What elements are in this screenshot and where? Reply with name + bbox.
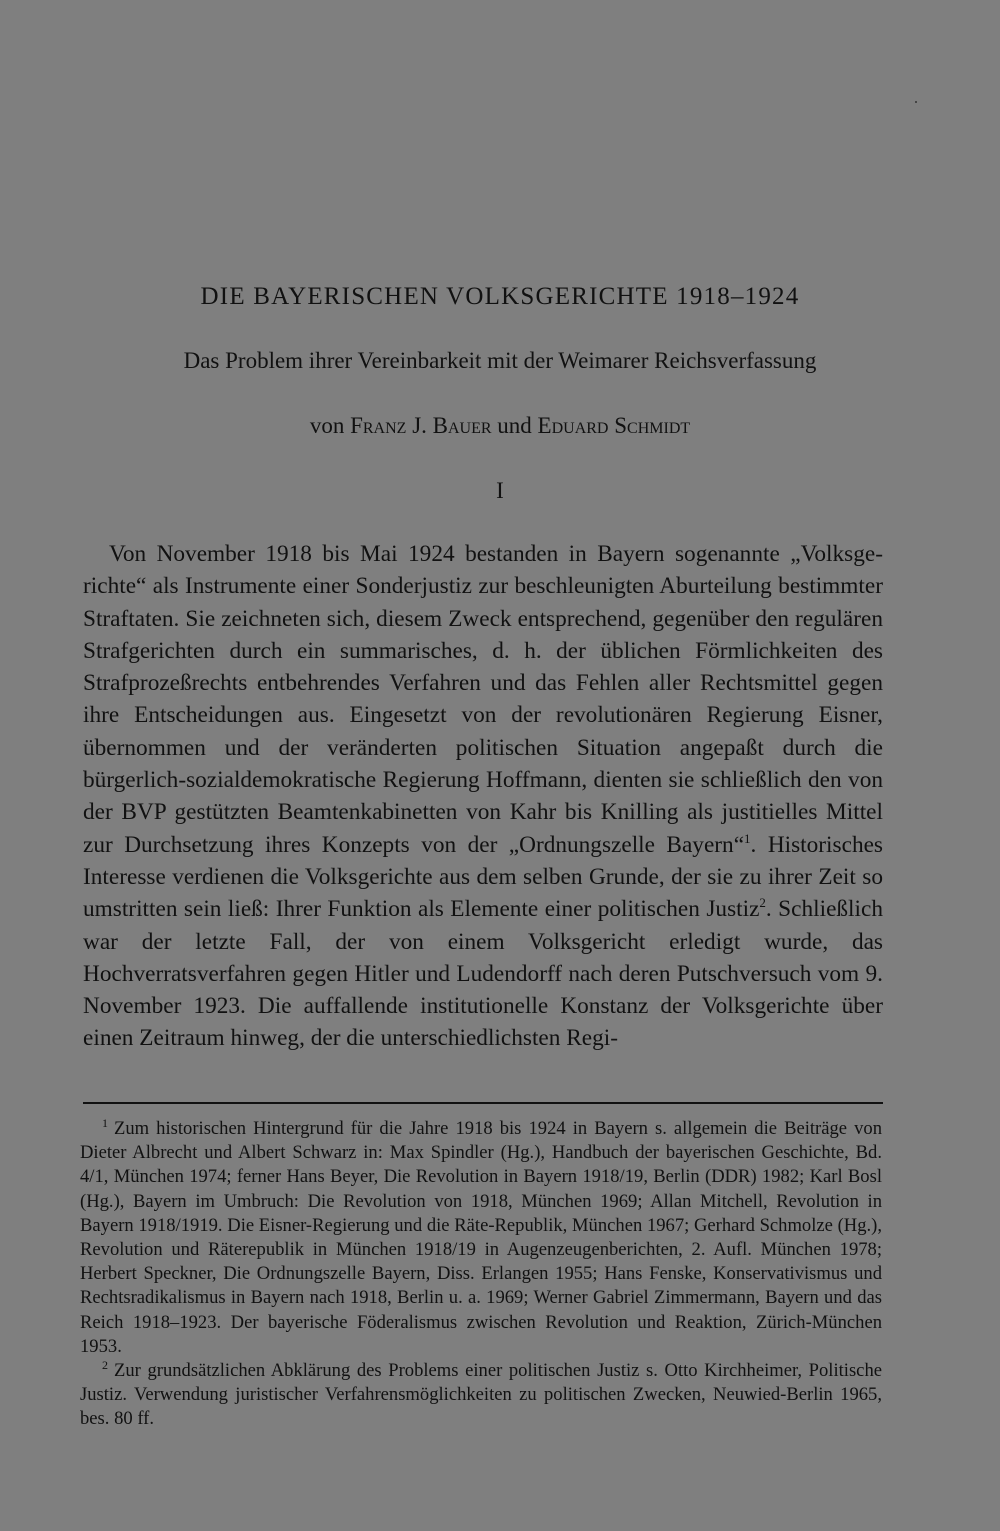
author-1-first: Franz J.	[350, 413, 433, 438]
author-2-last: Schmidt	[614, 413, 691, 438]
article-title: DIE BAYERISCHEN VOLKSGERICHTE 1918–1924	[200, 283, 800, 310]
authors-conjunction: und	[491, 413, 538, 438]
footnote-2	[80, 1359, 882, 1432]
scan-speck	[915, 101, 917, 103]
footnote-ref-2[interactable]: 2	[759, 895, 766, 911]
authors-prefix: von	[309, 413, 351, 438]
footnote-text: Zur grundsätzlichen Abklärung des Problems einer politischen Justiz s. Otto Kirchheimer, Politische Justiz. Verwendung juristischer Verfahrensmöglichkeiten zu politischen Zwecken, Neuwied-Berlin 1965, bes. 80 ff.	[80, 1360, 882, 1430]
paragraph-text-1: Von November 1918 bis Mai 1924 bestanden in Bayern sogenannte „Volksgerichte“ als Instrumente einer Sonderjustiz zur beschleunigten Aburteilung bestimmter Straftaten. Sie zeichneten sich, diesem Zweck entsprechend, gegenüber den regulären Strafgerichten durch ein summarisches, d. h. der üblichen Förmlichkeiten des Strafprozeßrechts entbehrendes Verfahren und das Fehlen aller Rechtsmittel gegen ihre Entscheidungen aus. Eingesetzt von der revolutionären Regierung Eisner, übernommen und der veränderten politischen Situation angepaßt durch die bürgerlich-sozialdemokratische Regierung Hoffmann, dienten sie schließlich den von der BVP gestützten Beamtenkabinetten von Kahr bis Knilling als justitielles Mittel zur Durchsetzung ihres Konzepts von der „Ordnungszelle Bayern“	[83, 541, 883, 858]
author-line	[0, 413, 1000, 439]
footnote-1	[80, 1117, 882, 1359]
author-2-first: Eduard	[537, 413, 615, 438]
footnote-text: Zum historischen Hintergrund für die Jahre 1918 bis 1924 in Bayern s. allgemein die Beiträge von Dieter Albrecht und Albert Schwarz in: Max Spindler (Hg.), Handbuch der bayerischen Geschichte, Bd. 4/1, München 1974; ferner Hans Beyer, Die Revolution in Bayern 1918/19, Berlin (DDR) 1982; Karl Bosl (Hg.), Bayern im Umbruch: Die Revolution von 1918, München 1969; Allan Mitchell, Revolution in Bayern 1918/1919. Die Eisner-Regierung und die Räte-Republik, München 1967; Gerhard Schmolze (Hg.), Revolution und Räterepublik in München 1918/19 in Augenzeugenberichten, 2. Aufl. München 1978; Herbert Speckner, Die Ordnungszelle Bayern, Diss. Erlangen 1955; Hans Fenske, Konservativismus und Rechtsradikalismus in Bayern nach 1918, Berlin u. a. 1969; Werner Gabriel Zimmermann, Bayern und das Reich 1918–1923. Der bayerische Föderalismus zwischen Revolution und Reaktion, Zürich-München 1953.	[80, 1118, 882, 1357]
paragraph	[83, 538, 883, 1055]
footnote-mark: 2	[102, 1357, 108, 1372]
paragraph-text-3: . Schließlich war der letzte Fall, der von einem Volksgericht erledigt wurde, das Hochverratsverfahren gegen Hitler und Ludendorff nach deren Putschversuch vom 9. November 1923. Die auffallende institutionelle Konstanz der Volksgerichte über einen Zeitraum hinweg, der die unterschiedlichsten Regi-	[83, 896, 883, 1052]
footnote-ref-1[interactable]: 1	[744, 830, 751, 846]
body-text	[83, 538, 883, 1055]
footnote-divider	[83, 1102, 883, 1104]
paragraph-text-2: . Historisches Interesse verdienen die Volksgerichte aus dem selben Grunde, der sie zu ihrer Zeit so umstritten sein ließ: Ihrer Funktion als Elemente einer politischen Justiz	[83, 831, 883, 923]
footnotes	[80, 1117, 882, 1432]
author-1-last: Bauer	[432, 413, 492, 438]
footnote-mark: 1	[102, 1115, 108, 1130]
article-subtitle: Das Problem ihrer Vereinbarkeit mit der Weimarer Reichsverfassung	[183, 348, 817, 373]
section-number: I	[496, 478, 504, 503]
